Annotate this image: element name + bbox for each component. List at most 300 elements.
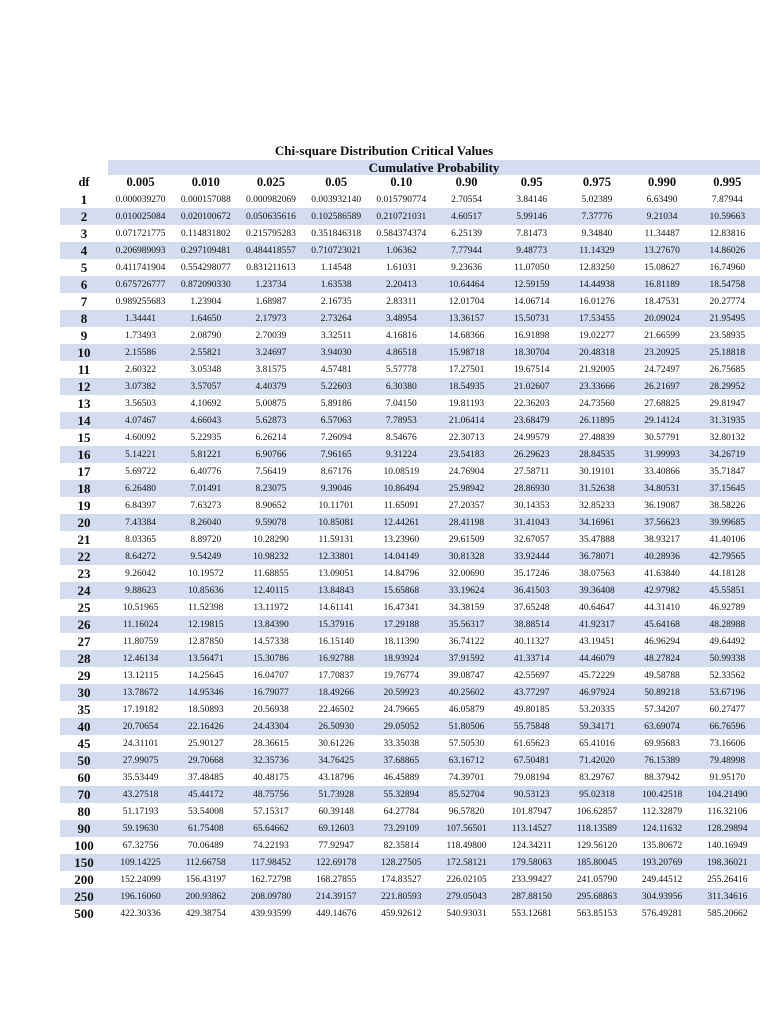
value-cell: 0.215795283: [246, 228, 296, 239]
value-cell: 24.72497: [644, 364, 680, 375]
value-cell: 21.66599: [644, 330, 680, 341]
value-cell: 5.00875: [255, 398, 287, 409]
value-cell: 214.39157: [304, 888, 369, 905]
value-cell: 40.64647: [579, 602, 615, 613]
value-cell: 1.63538: [304, 276, 369, 293]
value-cell: 20.09024: [630, 310, 695, 327]
value-cell: 22.36203: [513, 398, 550, 409]
df-cell: 7: [80, 293, 88, 309]
value-cell: 34.76425: [304, 752, 369, 769]
value-cell: 20.48318: [564, 344, 629, 361]
value-cell: 20.27774: [709, 296, 746, 307]
value-cell: 69.12603: [304, 820, 369, 837]
value-cell: 65.41016: [579, 738, 615, 749]
df-cell: 1: [80, 191, 88, 207]
value-cell: 43.27518: [108, 786, 173, 803]
value-cell: 26.50930: [304, 718, 369, 735]
table-row: [60, 429, 760, 446]
df-cell: 90: [60, 820, 108, 837]
df-cell: 250: [60, 888, 108, 905]
value-cell: 77.92947: [318, 840, 354, 851]
value-cell: 6.84397: [125, 500, 157, 511]
value-cell: 20.56938: [253, 704, 289, 715]
value-cell: 46.97924: [564, 684, 629, 701]
value-cell: 112.66758: [173, 854, 238, 871]
value-cell: 8.23075: [238, 480, 303, 497]
value-cell: 24.43304: [238, 718, 303, 735]
value-cell: 117.98452: [238, 854, 303, 871]
value-cell: 30.19101: [579, 466, 615, 477]
table-row: [60, 242, 760, 259]
table-row: [60, 497, 760, 514]
value-cell: 118.49800: [446, 840, 487, 851]
value-cell: 19.76774: [383, 670, 420, 681]
table-row: [60, 412, 760, 429]
value-cell: 15.98718: [434, 344, 499, 361]
value-cell: 13.56471: [173, 650, 238, 667]
value-cell: 8.03365: [125, 534, 157, 545]
value-cell: 16.04707: [253, 670, 289, 681]
value-cell: 2.17973: [238, 310, 303, 327]
value-cell: 2.16735: [320, 296, 352, 307]
value-cell: 7.81473: [516, 228, 548, 239]
value-cell: 71.42020: [564, 752, 629, 769]
value-cell: 3.24697: [238, 344, 303, 361]
value-cell: 2.83311: [386, 296, 417, 307]
value-cell: 11.59131: [318, 534, 354, 545]
value-cell: 11.14329: [564, 242, 629, 259]
value-cell: 3.48954: [369, 310, 434, 327]
value-cell: 16.15140: [318, 636, 354, 647]
value-cell: 13.36157: [434, 310, 499, 327]
value-cell: 31.31935: [695, 412, 760, 429]
value-cell: 28.84535: [564, 446, 629, 463]
table-row: [60, 769, 760, 786]
value-cell: 6.57063: [304, 412, 369, 429]
value-cell: 14.84796: [383, 568, 420, 579]
value-cell: 37.48485: [187, 772, 224, 783]
value-cell: 24.79665: [383, 704, 420, 715]
value-cell: 6.40776: [190, 466, 222, 477]
value-cell: 10.64464: [434, 276, 499, 293]
table-row: [60, 361, 760, 378]
value-cell: 52.33562: [709, 670, 746, 681]
value-cell: 37.65248: [513, 602, 550, 613]
value-cell: 3.32511: [320, 330, 352, 341]
table-row: [60, 582, 760, 599]
table-row: [60, 548, 760, 565]
value-cell: 1.68987: [255, 296, 287, 307]
value-cell: 0.210721031: [369, 208, 434, 225]
table-row: [60, 752, 760, 769]
table-row: [60, 463, 760, 480]
header-probability: 0.05: [325, 175, 348, 189]
value-cell: 23.33666: [564, 378, 629, 395]
value-cell: 2.55821: [173, 344, 238, 361]
value-cell: 128.29894: [695, 820, 760, 837]
value-cell: 34.16961: [564, 514, 629, 531]
value-cell: 10.28290: [253, 534, 289, 545]
value-cell: 6.26480: [108, 480, 173, 497]
table-row: [60, 888, 760, 905]
value-cell: 16.79077: [238, 684, 303, 701]
value-cell: 36.78071: [564, 548, 629, 565]
value-cell: 4.66043: [173, 412, 238, 429]
value-cell: 67.32756: [122, 840, 159, 851]
value-cell: 45.55851: [695, 582, 760, 599]
value-cell: 14.57338: [253, 636, 289, 647]
value-cell: 8.26040: [173, 514, 238, 531]
value-cell: 4.07467: [108, 412, 173, 429]
value-cell: 2.20413: [369, 276, 434, 293]
table-row: [60, 446, 760, 463]
value-cell: 16.74960: [709, 262, 746, 273]
df-cell: 20: [60, 514, 108, 531]
table-subtitle: Cumulative Probability: [108, 160, 760, 175]
value-cell: 9.54249: [173, 548, 238, 565]
value-cell: 11.34487: [644, 228, 680, 239]
value-cell: 8.90652: [255, 500, 287, 511]
value-cell: 162.72798: [250, 874, 292, 885]
value-cell: 40.25602: [434, 684, 499, 701]
table-row: [60, 276, 760, 293]
value-cell: 20.59923: [369, 684, 434, 701]
table-row: [60, 820, 760, 837]
value-cell: 449.14676: [315, 908, 357, 919]
value-cell: 35.56317: [434, 616, 499, 633]
value-cell: 53.54008: [187, 806, 224, 817]
value-cell: 5.22603: [304, 378, 369, 395]
value-cell: 208.09780: [238, 888, 303, 905]
value-cell: 45.44172: [173, 786, 238, 803]
value-cell: 107.56501: [434, 820, 499, 837]
df-cell: 35: [77, 701, 91, 717]
value-cell: 174.83527: [381, 874, 422, 885]
value-cell: 48.28988: [695, 616, 760, 633]
value-cell: 11.80759: [122, 636, 159, 647]
value-cell: 43.18796: [318, 772, 354, 783]
value-cell: 1.06362: [369, 242, 434, 259]
value-cell: 9.39046: [304, 480, 369, 497]
value-cell: 106.62857: [576, 806, 618, 817]
value-cell: 33.92444: [499, 548, 564, 565]
value-cell: 51.73928: [304, 786, 369, 803]
df-cell: 27: [77, 633, 91, 649]
value-cell: 29.70668: [173, 752, 238, 769]
value-cell: 38.07563: [579, 568, 615, 579]
value-cell: 0.484418557: [238, 242, 303, 259]
value-cell: 15.50731: [499, 310, 564, 327]
value-cell: 35.17246: [513, 568, 550, 579]
value-cell: 29.81947: [709, 398, 746, 409]
value-cell: 36.74122: [448, 636, 485, 647]
value-cell: 32.80132: [709, 432, 746, 443]
table-row: [60, 701, 760, 718]
value-cell: 26.75685: [709, 364, 746, 375]
value-cell: 15.37916: [304, 616, 369, 633]
value-cell: 27.99075: [108, 752, 173, 769]
value-cell: 7.78953: [369, 412, 434, 429]
value-cell: 8.67176: [320, 466, 352, 477]
value-cell: 287.88150: [499, 888, 564, 905]
value-cell: 241.05790: [576, 874, 618, 885]
value-cell: 0.411741904: [115, 262, 166, 273]
value-cell: 25.18818: [695, 344, 760, 361]
value-cell: 6.30380: [369, 378, 434, 395]
df-cell: 16: [60, 446, 108, 463]
value-cell: 13.23960: [383, 534, 420, 545]
value-cell: 226.02105: [446, 874, 487, 885]
value-cell: 0.000982069: [246, 194, 296, 205]
value-cell: 41.40106: [709, 534, 746, 545]
table-body: [60, 191, 760, 922]
value-cell: 23.58935: [709, 330, 746, 341]
value-cell: 64.27784: [383, 806, 420, 817]
df-cell: 18: [60, 480, 108, 497]
table-row: [60, 208, 760, 225]
value-cell: 35.71847: [709, 466, 746, 477]
value-cell: 5.69722: [125, 466, 157, 477]
value-cell: 14.44938: [564, 276, 629, 293]
value-cell: 95.02318: [564, 786, 629, 803]
value-cell: 44.46079: [564, 650, 629, 667]
value-cell: 7.04150: [385, 398, 417, 409]
value-cell: 43.19451: [579, 636, 615, 647]
value-cell: 25.90127: [187, 738, 224, 749]
value-cell: 3.81575: [255, 364, 287, 375]
value-cell: 0.114831802: [181, 228, 231, 239]
value-cell: 128.27505: [369, 854, 434, 871]
value-cell: 35.47888: [579, 534, 615, 545]
value-cell: 152.24099: [120, 874, 161, 885]
df-cell: 6: [60, 276, 108, 293]
value-cell: 22.16426: [173, 718, 238, 735]
value-cell: 35.53449: [122, 772, 159, 783]
value-cell: 7.87944: [711, 194, 743, 205]
value-cell: 156.43197: [185, 874, 226, 885]
value-cell: 13.27670: [630, 242, 695, 259]
df-cell: 3: [80, 225, 88, 241]
value-cell: 1.23734: [238, 276, 303, 293]
value-cell: 32.85233: [579, 500, 615, 511]
value-cell: 24.73560: [579, 398, 615, 409]
value-cell: 74.39701: [448, 772, 485, 783]
value-cell: 8.54676: [385, 432, 417, 443]
chi-square-table: [60, 174, 760, 922]
df-cell: 40: [60, 718, 108, 735]
value-cell: 48.27824: [630, 650, 695, 667]
value-cell: 1.23904: [190, 296, 222, 307]
value-cell: 43.77297: [499, 684, 564, 701]
value-cell: 100.42518: [630, 786, 695, 803]
value-cell: 9.26042: [125, 568, 157, 579]
value-cell: 29.14124: [630, 412, 695, 429]
value-cell: 7.77944: [434, 242, 499, 259]
header-probability: 0.90: [455, 175, 478, 189]
value-cell: 439.93599: [250, 908, 292, 919]
df-cell: 14: [60, 412, 108, 429]
df-cell: 9: [80, 327, 88, 343]
value-cell: 422.30336: [120, 908, 161, 919]
value-cell: 576.49281: [641, 908, 683, 919]
value-cell: 61.65623: [513, 738, 550, 749]
value-cell: 5.89186: [320, 398, 352, 409]
value-cell: 2.73264: [304, 310, 369, 327]
value-cell: 39.36408: [564, 582, 629, 599]
value-cell: 255.26416: [707, 874, 748, 885]
value-cell: 25.98942: [434, 480, 499, 497]
value-cell: 21.06414: [434, 412, 499, 429]
value-cell: 104.21490: [695, 786, 760, 803]
value-cell: 12.19815: [173, 616, 238, 633]
value-cell: 12.01704: [448, 296, 485, 307]
value-cell: 11.52398: [188, 602, 224, 613]
table-row: [60, 718, 760, 735]
value-cell: 27.58711: [514, 466, 550, 477]
value-cell: 31.99993: [630, 446, 695, 463]
df-cell: 2: [60, 208, 108, 225]
value-cell: 37.15645: [695, 480, 760, 497]
df-cell: 150: [60, 854, 108, 871]
header-probability: 0.990: [648, 175, 677, 189]
table-row: [60, 191, 760, 208]
df-cell: 15: [77, 429, 91, 445]
value-cell: 4.16816: [385, 330, 417, 341]
value-cell: 196.16060: [108, 888, 173, 905]
value-cell: 13.78672: [108, 684, 173, 701]
value-cell: 135.80672: [641, 840, 683, 851]
table-row: [60, 871, 760, 888]
value-cell: 459.92612: [381, 908, 422, 919]
value-cell: 57.50530: [448, 738, 485, 749]
value-cell: 37.68865: [369, 752, 434, 769]
value-cell: 5.02389: [581, 194, 613, 205]
df-cell: 11: [77, 361, 91, 377]
value-cell: 40.48175: [253, 772, 289, 783]
value-cell: 57.34207: [644, 704, 680, 715]
value-cell: 13.11972: [253, 602, 289, 613]
value-cell: 37.91592: [434, 650, 499, 667]
value-cell: 101.87947: [511, 806, 552, 817]
value-cell: 19.02277: [579, 330, 615, 341]
value-cell: 21.95495: [695, 310, 760, 327]
value-cell: 14.86026: [695, 242, 760, 259]
table-row: [60, 293, 760, 310]
value-cell: 32.35736: [238, 752, 303, 769]
value-cell: 0.297109481: [173, 242, 238, 259]
value-cell: 0.000157088: [180, 194, 231, 205]
value-cell: 113.14527: [499, 820, 564, 837]
value-cell: 49.64492: [709, 636, 746, 647]
header-probability: 0.975: [582, 175, 611, 189]
value-cell: 4.40379: [238, 378, 303, 395]
value-cell: 9.21034: [630, 208, 695, 225]
df-cell: 10: [60, 344, 108, 361]
value-cell: 17.53455: [564, 310, 629, 327]
table-row: [60, 735, 760, 752]
value-cell: 26.21697: [630, 378, 695, 395]
value-cell: 11.68855: [253, 568, 289, 579]
value-cell: 30.57791: [644, 432, 680, 443]
value-cell: 23.20925: [630, 344, 695, 361]
table-row: [60, 225, 760, 242]
df-cell: 24: [60, 582, 108, 599]
value-cell: 179.58063: [499, 854, 564, 871]
value-cell: 85.52704: [434, 786, 499, 803]
value-cell: 50.89218: [630, 684, 695, 701]
value-cell: 0.050635616: [238, 208, 303, 225]
value-cell: 42.79565: [695, 548, 760, 565]
value-cell: 16.01276: [579, 296, 615, 307]
value-cell: 79.48998: [695, 752, 760, 769]
value-cell: 10.85636: [173, 582, 238, 599]
value-cell: 60.39148: [318, 806, 354, 817]
df-cell: 8: [60, 310, 108, 327]
value-cell: 46.45889: [383, 772, 420, 783]
value-cell: 553.12681: [511, 908, 552, 919]
value-cell: 46.96294: [644, 636, 680, 647]
value-cell: 0.003932140: [311, 194, 362, 205]
value-cell: 0.554298077: [180, 262, 231, 273]
value-cell: 112.32879: [642, 806, 683, 817]
df-cell: 12: [60, 378, 108, 395]
value-cell: 11.65091: [383, 500, 419, 511]
value-cell: 7.56419: [255, 466, 287, 477]
value-cell: 59.34171: [564, 718, 629, 735]
df-cell: 50: [60, 752, 108, 769]
value-cell: 90.53123: [499, 786, 564, 803]
value-cell: 9.34840: [581, 228, 613, 239]
value-cell: 65.64662: [238, 820, 303, 837]
value-cell: 42.55697: [513, 670, 550, 681]
value-cell: 28.36615: [253, 738, 289, 749]
value-cell: 7.26094: [320, 432, 352, 443]
table-row: [60, 378, 760, 395]
header-probability: 0.005: [126, 175, 155, 189]
value-cell: 3.56503: [125, 398, 157, 409]
value-cell: 18.93924: [369, 650, 434, 667]
value-cell: 3.94030: [304, 344, 369, 361]
value-cell: 16.92788: [304, 650, 369, 667]
df-cell: 45: [77, 735, 91, 751]
value-cell: 0.206989093: [108, 242, 173, 259]
value-cell: 14.04149: [369, 548, 434, 565]
value-cell: 59.19630: [108, 820, 173, 837]
value-cell: 36.41503: [499, 582, 564, 599]
value-cell: 10.08519: [383, 466, 420, 477]
df-cell: 25: [77, 599, 91, 615]
value-cell: 50.99338: [695, 650, 760, 667]
value-cell: 42.97982: [630, 582, 695, 599]
value-cell: 2.08790: [190, 330, 222, 341]
value-cell: 79.08194: [513, 772, 550, 783]
value-cell: 16.91898: [513, 330, 550, 341]
value-cell: 23.54183: [434, 446, 499, 463]
table-row: [60, 565, 760, 582]
value-cell: 3.05348: [190, 364, 222, 375]
table-row: [60, 310, 760, 327]
value-cell: 40.28936: [630, 548, 695, 565]
df-cell: 60: [77, 769, 91, 785]
value-cell: 38.93217: [644, 534, 680, 545]
value-cell: 73.16606: [709, 738, 746, 749]
value-cell: 49.80185: [513, 704, 550, 715]
value-cell: 33.19624: [434, 582, 499, 599]
value-cell: 82.35814: [383, 840, 420, 851]
value-cell: 0.989255683: [115, 296, 166, 307]
value-cell: 3.57057: [173, 378, 238, 395]
df-cell: 17: [77, 463, 91, 479]
